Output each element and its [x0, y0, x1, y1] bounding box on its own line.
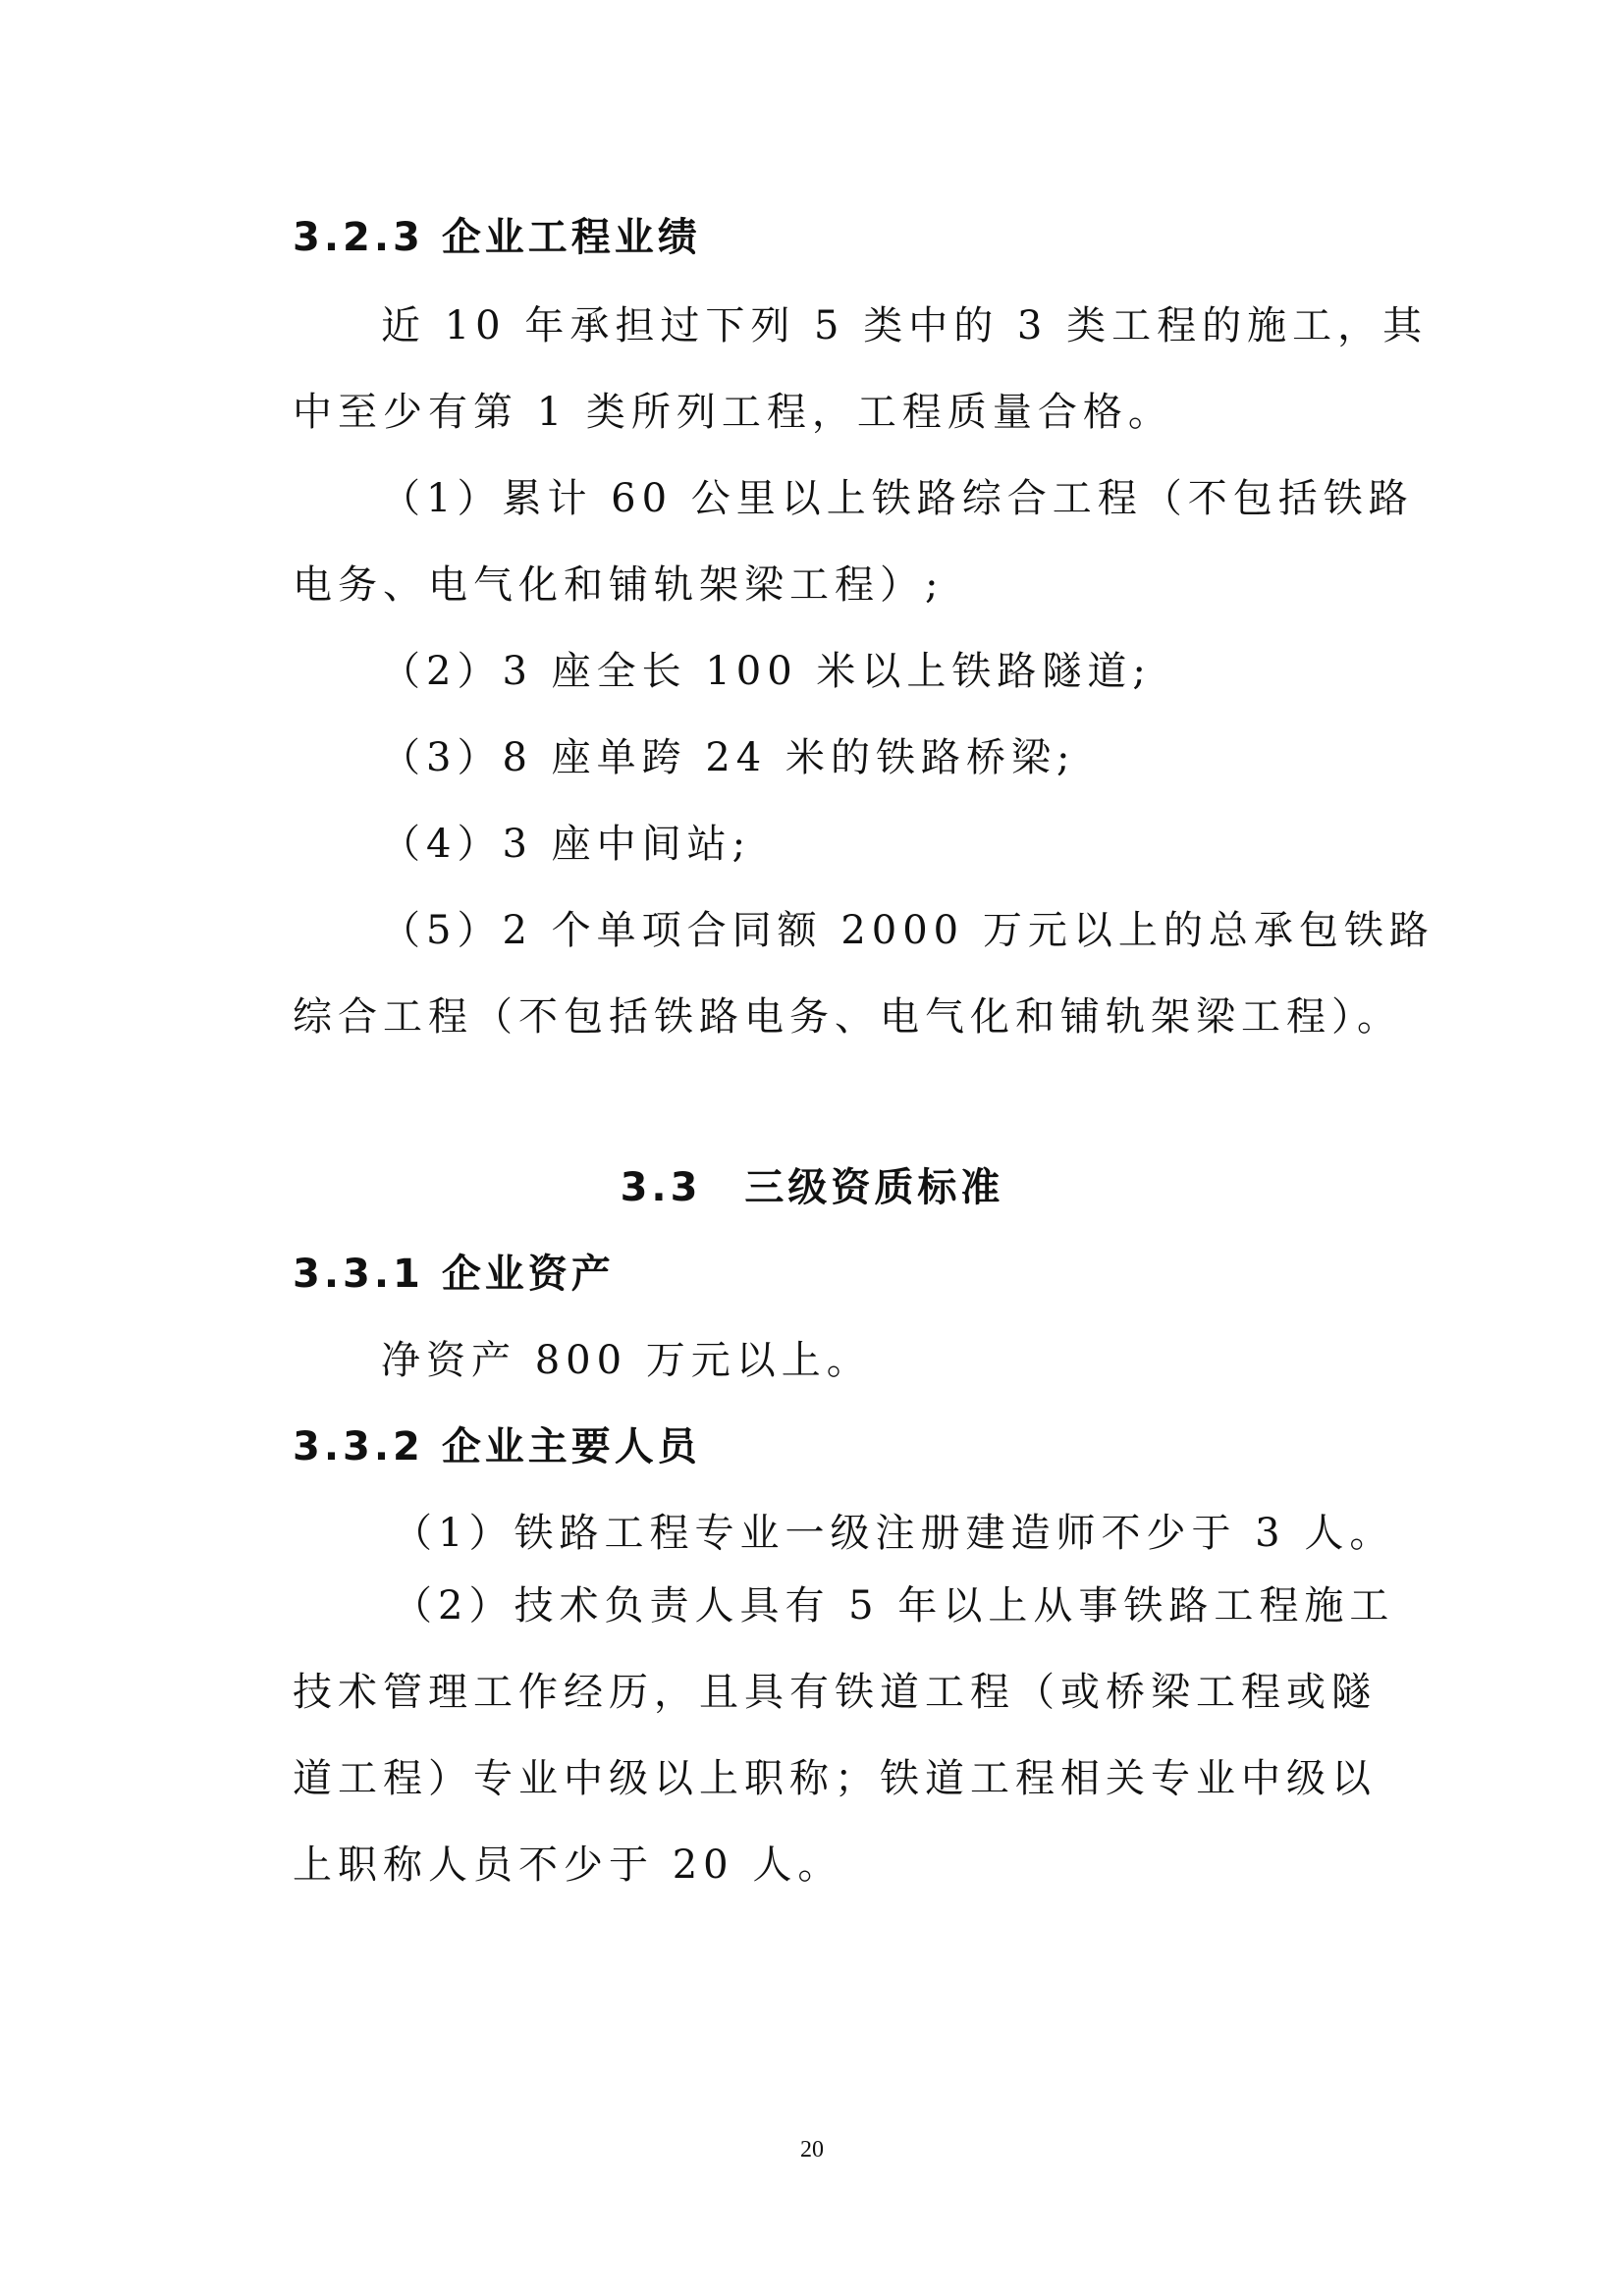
paragraph-line: 近 10 年承担过下列 5 类中的 3 类工程的施工，其	[381, 303, 1429, 348]
section-heading-3-3-1: 3.3.1 企业资产	[293, 1252, 615, 1297]
page-number: 20	[800, 2137, 824, 2163]
list-item-5: （5）2 个单项合同额 2000 万元以上的总承包铁路	[381, 908, 1435, 953]
list-item-1: （1）累计 60 公里以上铁路综合工程（不包括铁路	[381, 476, 1414, 521]
list-item-2-continued: 上职称人员不少于 20 人。	[293, 1842, 843, 1888]
section-heading-3-2-3: 3.2.3 企业工程业绩	[293, 215, 701, 260]
list-item-3: （3）8 座单跨 24 米的铁路桥梁;	[381, 735, 1076, 780]
paragraph-line: 中至少有第 1 类所列工程，工程质量合格。	[293, 390, 1173, 435]
list-item-2-continued: 道工程）专业中级以上职称；铁道工程相关专业中级以	[293, 1756, 1377, 1801]
list-item-2: （2）技术负责人具有 5 年以上从事铁路工程施工	[393, 1583, 1395, 1629]
list-item-2: （2）3 座全长 100 米以上铁路隧道;	[381, 649, 1152, 694]
section-title-3-3: 3.3 三级资质标准	[620, 1165, 1004, 1210]
list-item-4: （4）3 座中间站;	[381, 822, 752, 867]
list-item-2-continued: 技术管理工作经历，且具有铁道工程（或桥梁工程或隧	[293, 1670, 1377, 1715]
list-item-1: （1）铁路工程专业一级注册建造师不少于 3 人。	[393, 1511, 1395, 1556]
paragraph-line: 净资产 800 万元以上。	[381, 1338, 872, 1383]
list-item-1-continued: 电务、电气化和铺轨架梁工程）;	[293, 562, 945, 608]
section-heading-3-3-2: 3.3.2 企业主要人员	[293, 1424, 701, 1469]
list-item-5-continued: 综合工程（不包括铁路电务、电气化和铺轨架梁工程）。	[293, 994, 1402, 1040]
